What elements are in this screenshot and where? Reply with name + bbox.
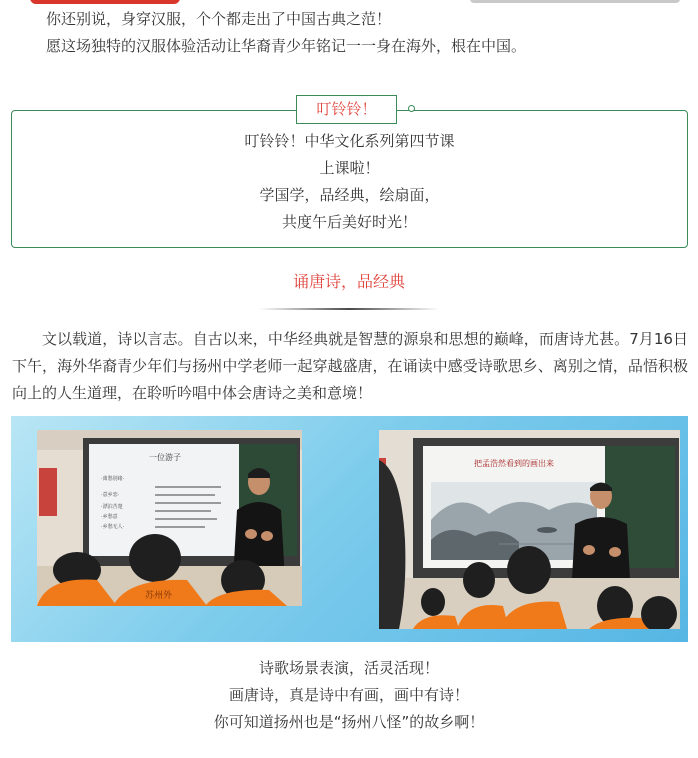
section-heading: 诵唐诗，品经典 xyxy=(292,272,405,291)
ink-landscape-painting xyxy=(431,482,597,560)
notice-line-4: 共度午后美好时光！ xyxy=(281,213,417,231)
intro-text xyxy=(46,6,526,60)
board-item-2: ·意乡恋· xyxy=(101,492,120,498)
paragraph-text: 文以载道，诗以言志。自古以来，中华经典就是智慧的源泉和思想的巅峰，而唐诗尤甚。7月16日下午，海外华裔青少年们与扬州中学老师一起穿越盛唐，在诵读中感受诗歌思乡、离别之情，品悟积极向上的人生道理，在聆听吟唱中体会唐诗之美和意境！ xyxy=(12,330,688,402)
photo-caption xyxy=(0,655,698,736)
classroom-photo-right xyxy=(379,430,680,629)
caption-line-2: 画唐诗，真是诗中有画，画中有诗！ xyxy=(228,686,469,704)
wall-poster xyxy=(39,468,57,516)
board-item-4: ·乡愁意 xyxy=(101,514,118,520)
classroom-right-illustration xyxy=(379,430,680,629)
board-title: 一位游子 xyxy=(149,453,181,462)
top-grey-band xyxy=(470,0,680,3)
intro-line-1: 你还别说，身穿汉服，个个都走出了中国古典之范！ xyxy=(46,10,392,28)
student-shirt-print: 苏州外 xyxy=(145,591,173,601)
section-divider xyxy=(259,308,439,310)
classroom-photo-left xyxy=(37,430,302,606)
top-red-band xyxy=(30,0,180,4)
notice-box-lines xyxy=(11,128,688,236)
notice-line-2: 上课啦！ xyxy=(319,159,380,177)
section-paragraph xyxy=(12,326,688,407)
notice-line-3: 学国学，品经典，绘扇面， xyxy=(259,186,440,204)
caption-line-3: 你可知道扬州也是“扬州八怪”的故乡啊！ xyxy=(213,713,485,731)
notice-line-1: 叮铃铃！中华文化系列第四节课 xyxy=(244,132,455,150)
classroom-left-illustration xyxy=(37,430,302,606)
board-item-3: ·漂泊苦楚 xyxy=(101,504,123,510)
board-item-1: ·离愁别绪· xyxy=(101,476,125,482)
notice-box-dot-ornament xyxy=(408,105,415,112)
intro-line-2: 愿这场独特的汉服体验活动让华裔青少年铭记一一身在海外，根在中国。 xyxy=(46,37,527,55)
caption-line-1: 诗歌场景表演，活灵活现！ xyxy=(258,659,439,677)
board-item-5: ·乡愁无人· xyxy=(101,524,125,530)
board-title: 把孟浩然看到的画出来 xyxy=(474,459,554,468)
notice-box-title: 叮铃铃！ xyxy=(296,95,397,124)
